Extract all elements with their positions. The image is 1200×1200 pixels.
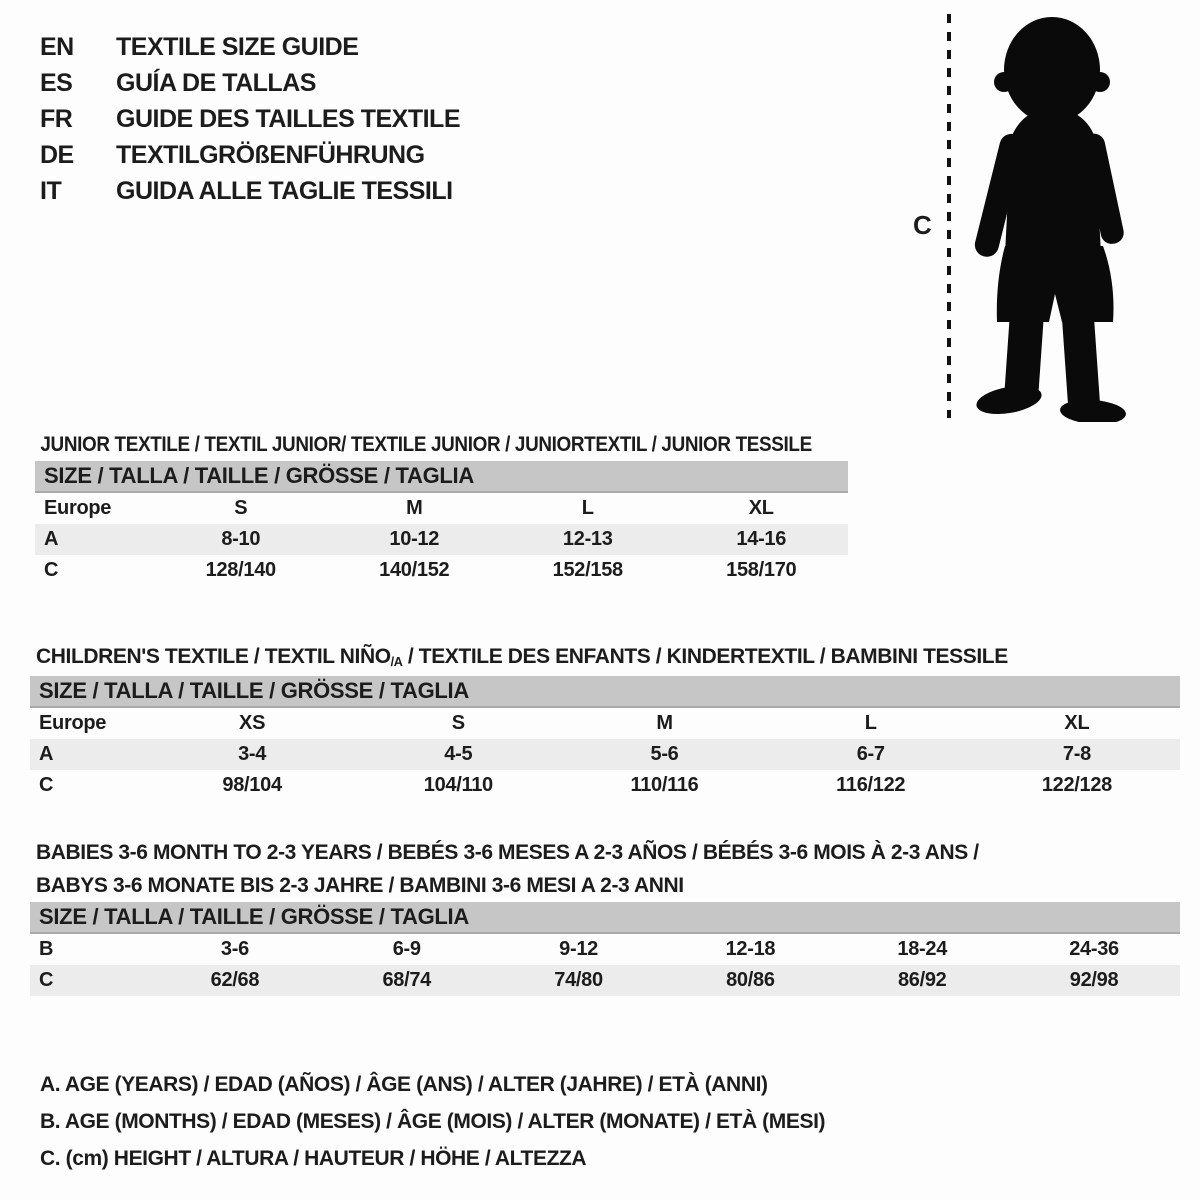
table-cell: 10-12 xyxy=(389,528,440,550)
table-row xyxy=(30,708,1180,739)
dashed-height-line-icon xyxy=(945,14,953,418)
table-row xyxy=(30,965,1180,996)
table-cell: 12-13 xyxy=(562,528,613,550)
row-label: C xyxy=(44,559,59,581)
table-row xyxy=(30,934,1180,965)
guide-title-it: GUIDA ALLE TAGLIE TESSILI xyxy=(116,177,453,205)
table-cell: 92/98 xyxy=(1069,969,1119,991)
table-cell: 110/116 xyxy=(630,774,699,796)
table-cell: 116/122 xyxy=(836,774,906,796)
table-cell: 122/128 xyxy=(1041,774,1113,796)
language-code: DE xyxy=(40,141,74,169)
table-row xyxy=(35,524,848,555)
table-header-size: SIZE / TALLA / TAILLE / GRÖSSE / TAGLIA xyxy=(30,902,1180,934)
table-cell: 62/68 xyxy=(210,969,260,991)
row-label: Europe xyxy=(44,497,112,519)
table-cell: 6-9 xyxy=(392,938,421,960)
size-section-babies xyxy=(30,836,1180,996)
table-cell: M xyxy=(656,712,673,734)
table-cell: M xyxy=(406,497,423,519)
table-cell: 7-8 xyxy=(1062,743,1091,765)
language-title-list xyxy=(40,29,460,209)
table-header-size: SIZE / TALLA / TAILLE / GRÖSSE / TAGLIA xyxy=(35,461,848,493)
table-cell: XS xyxy=(239,712,266,734)
height-measure-label: C xyxy=(913,210,932,240)
table-cell: 12-18 xyxy=(725,938,776,960)
table-row xyxy=(35,555,848,586)
legend-age-months: B. AGE (MONTHS) / EDAD (MESES) / ÂGE (MOIS) / ALTER (MONATE) / ETÀ (MESI) xyxy=(40,1110,826,1133)
guide-title-es: GUÍA DE TALLAS xyxy=(116,69,316,97)
guide-title-fr: GUIDE DES TAILLES TEXTILE xyxy=(116,105,461,133)
row-label: B xyxy=(39,938,54,960)
size-section-junior xyxy=(35,428,848,586)
toddler-silhouette-icon xyxy=(963,12,1145,422)
table-cell: XL xyxy=(748,497,774,519)
language-code: ES xyxy=(40,69,73,97)
language-code: IT xyxy=(40,177,62,205)
table-cell: 74/80 xyxy=(554,969,603,991)
table-cell: 24-36 xyxy=(1069,938,1119,960)
section-title xyxy=(30,869,1180,902)
guide-title-de: TEXTILGRÖßENFÜHRUNG xyxy=(116,141,425,169)
language-code: FR xyxy=(40,105,73,133)
title-text: JUNIOR TEXTILE / TEXTIL JUNIOR/ TEXTILE JUNIOR / JUNIORTEXTIL / JUNIOR TESSILE xyxy=(40,433,812,456)
language-row-de xyxy=(40,137,460,173)
table-cell: 80/86 xyxy=(726,969,775,991)
table-cell: 158/170 xyxy=(726,559,797,581)
table-header-size: SIZE / TALLA / TAILLE / GRÖSSE / TAGLIA xyxy=(30,676,1180,708)
table-cell: 86/92 xyxy=(897,969,947,991)
legend-age-years: A. AGE (YEARS) / EDAD (AÑOS) / ÂGE (ANS) / ALTER (JAHRE) / ETÀ (ANNI) xyxy=(40,1073,768,1096)
table-cell: 6-7 xyxy=(856,743,885,765)
title-text: CHILDREN'S TEXTILE / TEXTIL NIÑO xyxy=(36,645,391,668)
legend-height-cm: C. (cm) HEIGHT / ALTURA / HAUTEUR / HÖHE / ALTEZZA xyxy=(40,1147,587,1170)
language-code: EN xyxy=(40,33,74,61)
title-subscript: /A xyxy=(390,655,403,669)
title-text: / TEXTILE DES ENFANTS / KINDERTEXTIL / BAMBINI TESSILE xyxy=(402,645,1008,668)
language-row-en xyxy=(40,29,460,65)
measure-legend xyxy=(40,1066,825,1177)
table-cell: 128/140 xyxy=(205,559,276,581)
row-label: C xyxy=(39,774,54,796)
guide-title-en: TEXTILE SIZE GUIDE xyxy=(116,33,359,61)
table-cell: S xyxy=(234,497,248,519)
language-row-fr xyxy=(40,101,460,137)
table-cell: 14-16 xyxy=(736,528,787,550)
table-cell: 4-5 xyxy=(444,743,473,765)
row-label: A xyxy=(44,528,59,550)
language-row-it xyxy=(40,173,460,209)
language-row-es xyxy=(40,65,460,101)
section-title xyxy=(35,428,812,461)
size-table xyxy=(35,461,848,586)
size-table xyxy=(30,676,1180,801)
size-section-children xyxy=(30,640,1180,801)
table-cell: 98/104 xyxy=(222,774,282,796)
table-cell: 152/158 xyxy=(552,559,623,581)
table-cell: 8-10 xyxy=(221,528,261,550)
size-table xyxy=(30,902,1180,996)
title-text: BABYS 3-6 MONATE BIS 2-3 JAHRE / BAMBINI 3-6 MESI A 2-3 ANNI xyxy=(36,874,684,897)
table-cell: 3-4 xyxy=(238,743,267,765)
row-label: C xyxy=(39,969,54,991)
row-label: Europe xyxy=(39,712,107,734)
table-cell: 68/74 xyxy=(382,969,432,991)
section-title xyxy=(30,640,1180,676)
table-row xyxy=(30,739,1180,770)
table-cell: 104/110 xyxy=(423,774,493,796)
table-cell: S xyxy=(451,712,465,734)
table-cell: 3-6 xyxy=(220,938,249,960)
title-text: BABIES 3-6 MONTH TO 2-3 YEARS / BEBÉS 3-6 MESES A 2-3 AÑOS / BÉBÉS 3-6 MOIS À 2-3 ANS / xyxy=(36,841,979,864)
table-cell: 140/152 xyxy=(379,559,450,581)
table-cell: XL xyxy=(1064,712,1090,734)
section-title xyxy=(30,836,1180,869)
height-measure-figure xyxy=(905,10,1165,425)
table-cell: 5-6 xyxy=(650,743,679,765)
row-label: A xyxy=(39,743,54,765)
table-row xyxy=(30,770,1180,801)
table-cell: L xyxy=(581,497,594,519)
table-row xyxy=(35,493,848,524)
table-cell: 9-12 xyxy=(559,938,598,960)
table-cell: L xyxy=(864,712,877,734)
table-cell: 18-24 xyxy=(897,938,948,960)
